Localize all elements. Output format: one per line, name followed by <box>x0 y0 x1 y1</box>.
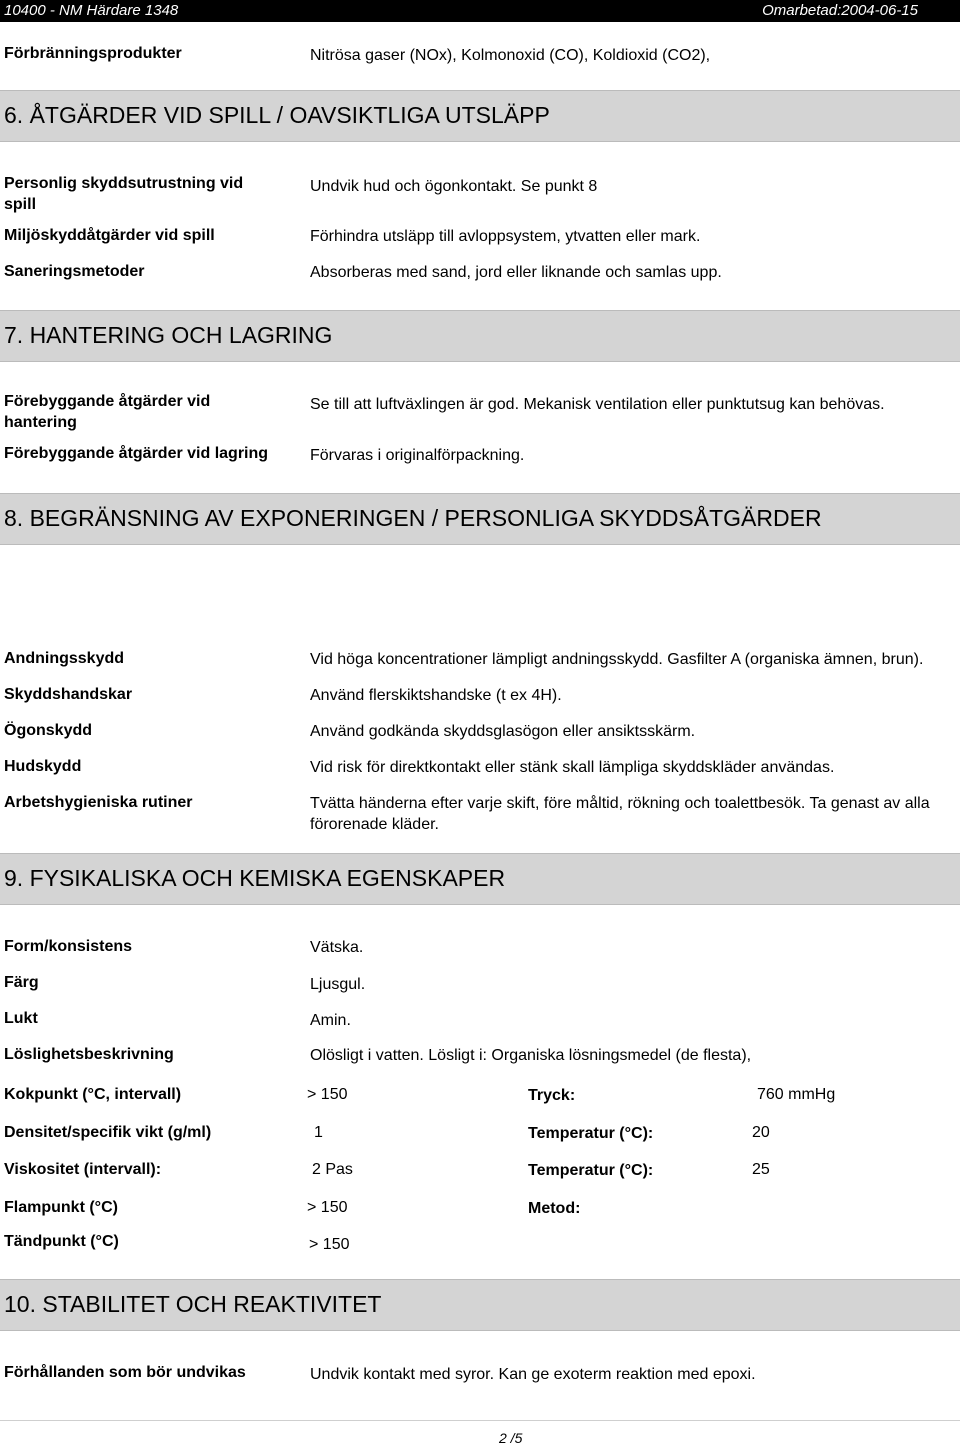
conditions-avoid-label: Förhållanden som bör undvikas <box>4 1364 246 1381</box>
hygiene-value-line2: förorenade kläder. <box>310 816 439 833</box>
cleanup-label: Saneringsmetoder <box>4 263 145 280</box>
gloves-label: Skyddshandskar <box>4 686 133 703</box>
eye-protection-label: Ögonskydd <box>4 722 93 739</box>
solubility-value: Olösligt i vatten. Lösligt i: Organiska lösningsmedel (de flesta), <box>310 1047 752 1064</box>
odor-label: Lukt <box>4 1010 38 1027</box>
section-8-title: 8. BEGRÄNSNING AV EXPONERINGEN / PERSONLIGA SKYDDSÅTGÄRDER <box>4 505 822 531</box>
odor-value: Amin. <box>310 1012 351 1029</box>
ignition-point-value: > 150 <box>309 1236 350 1253</box>
boiling-point-label: Kokpunkt (°C, intervall) <box>4 1086 182 1103</box>
eye-protection-value: Använd godkända skyddsglasögon eller ansiktsskärm. <box>310 723 696 740</box>
product-name: 10400 - NM Härdare 1348 <box>4 2 179 19</box>
cleanup-value: Absorberas med sand, jord eller liknande och samlas upp. <box>310 264 722 281</box>
conditions-avoid-value: Undvik kontakt med syror. Kan ge exoterm reaktion med epoxi. <box>310 1366 756 1383</box>
footer-divider <box>0 1420 960 1421</box>
viscosity-temperature-value: 25 <box>752 1161 770 1178</box>
spill-ppe-value: Undvik hud och ögonkontakt. Se punkt 8 <box>310 178 598 195</box>
env-protection-label: Miljöskyddåtgärder vid spill <box>4 227 215 244</box>
respiratory-label: Andningsskydd <box>4 650 125 667</box>
viscosity-value: 2 Pas <box>312 1161 353 1178</box>
ignition-point-label: Tändpunkt (°C) <box>4 1233 119 1250</box>
flash-point-value: > 150 <box>307 1199 348 1216</box>
skin-protection-value: Vid risk för direktkontakt eller stänk skall lämpliga skyddskläder användas. <box>310 759 835 776</box>
pressure-label: Tryck: <box>528 1087 576 1104</box>
form-label: Form/konsistens <box>4 938 133 955</box>
density-temperature-value: 20 <box>752 1124 770 1141</box>
section-7-title: 7. HANTERING OCH LAGRING <box>4 322 333 348</box>
spill-ppe-label-line1: Personlig skyddsutrustning vid <box>4 175 244 192</box>
gloves-value: Använd flerskiktshandske (t ex 4H). <box>310 687 562 704</box>
density-temperature-label: Temperatur (°C): <box>528 1125 654 1142</box>
handling-label-line2: hantering <box>4 414 77 431</box>
respiratory-value: Vid höga koncentrationer lämpligt andningsskydd. Gasfilter A (organiska ämnen, brun). <box>310 651 924 668</box>
storage-value: Förvaras i originalförpackning. <box>310 447 525 464</box>
solubility-label: Löslighetsbeskrivning <box>4 1046 174 1063</box>
skin-protection-label: Hudskydd <box>4 758 82 775</box>
handling-label-line1: Förebyggande åtgärder vid <box>4 393 211 410</box>
density-value: 1 <box>314 1124 323 1141</box>
density-label: Densitet/specifik vikt (g/ml) <box>4 1124 212 1141</box>
section-6-title: 6. ÅTGÄRDER VID SPILL / OAVSIKTLIGA UTSLÄPP <box>4 102 550 128</box>
color-label: Färg <box>4 974 39 991</box>
form-value: Vätska. <box>310 939 364 956</box>
section-9-title: 9. FYSIKALISKA OCH KEMISKA EGENSKAPER <box>4 865 506 891</box>
viscosity-label: Viskositet (intervall): <box>4 1161 162 1178</box>
section-10-title: 10. STABILITET OCH REAKTIVITET <box>4 1291 382 1317</box>
hygiene-value-line1: Tvätta händerna efter varje skift, före måltid, rökning och toalettbesök. Ta genast av alla <box>310 795 930 812</box>
handling-value: Se till att luftväxlingen är god. Mekanisk ventilation eller punktutsug kan behövas. <box>310 396 885 413</box>
method-label: Metod: <box>528 1200 581 1217</box>
revision-date: Omarbetad:2004-06-15 <box>762 2 918 19</box>
storage-label: Förebyggande åtgärder vid lagring <box>4 445 269 462</box>
viscosity-temperature-label: Temperatur (°C): <box>528 1162 654 1179</box>
page-number: 2 /5 <box>499 1430 523 1446</box>
flash-point-label: Flampunkt (°C) <box>4 1199 118 1216</box>
hygiene-label: Arbetshygieniska rutiner <box>4 794 193 811</box>
color-value: Ljusgul. <box>310 976 366 993</box>
boiling-point-value: > 150 <box>307 1086 348 1103</box>
env-protection-value: Förhindra utsläpp till avloppsystem, ytvatten eller mark. <box>310 228 701 245</box>
combustion-value: Nitrösa gaser (NOx), Kolmonoxid (CO), Koldioxid (CO2), <box>310 47 711 64</box>
spill-ppe-label-line2: spill <box>4 196 37 213</box>
pressure-value: 760 mmHg <box>757 1086 836 1103</box>
combustion-label: Förbränningsprodukter <box>4 45 182 62</box>
